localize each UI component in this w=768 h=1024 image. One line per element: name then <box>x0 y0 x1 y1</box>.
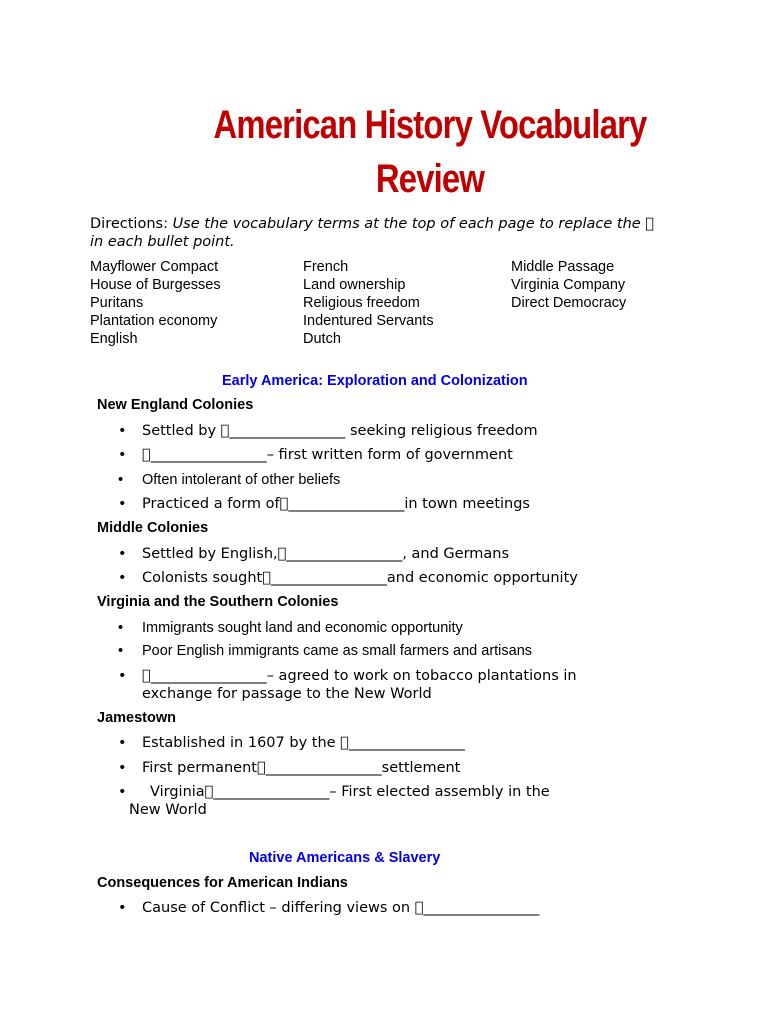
vocab-term: Indentured Servants <box>303 313 434 329</box>
page-title <box>200 98 659 206</box>
bullet-text-continued: exchange for passage to the New World <box>142 686 432 702</box>
vocab-term: House of Burgesses <box>90 277 221 293</box>
bullet-dot: • <box>118 735 127 751</box>
bullet-dot: • <box>118 620 124 636</box>
vocab-term: Middle Passage <box>511 259 615 275</box>
vocab-term: Land ownership <box>303 277 406 293</box>
bullet-text: First permanent ________________settlement <box>142 760 461 776</box>
bullet-text: Practiced a form of ________________in town meetings <box>142 496 530 512</box>
heading-jamestown: Jamestown <box>97 710 176 726</box>
title-line-2: Review <box>375 157 485 201</box>
bullet-text: Often intolerant of other beliefs <box>142 472 341 488</box>
bullet-text-continued: New World <box>129 802 207 818</box>
bullet-dot: • <box>118 900 127 916</box>
directions-text-line-1: Use the vocabulary terms at the top of each page to replace the   <box>172 216 655 232</box>
title-line-1: American History Vocabulary <box>213 103 647 147</box>
bullet-text: Colonists sought ________________and economic opportunity <box>142 570 578 586</box>
vocab-term: Direct Democracy <box>511 295 627 311</box>
bullet-dot: • <box>118 546 127 562</box>
bullet-dot: • <box>118 496 127 512</box>
vocab-column-2 <box>303 258 434 348</box>
bullet-text: Poor English immigrants came as small farmers and artisans <box>142 643 533 659</box>
vocab-term: Plantation economy <box>90 313 218 329</box>
bullet-text:  ________________– agreed to work on tobacco plantations in <box>142 668 577 684</box>
directions-colon: : <box>163 216 168 232</box>
bullet-text: Immigrants sought land and economic opportunity <box>142 620 463 636</box>
heading-middle-colonies: Middle Colonies <box>97 520 209 536</box>
section-title-early-america: Early America: Exploration and Colonization <box>222 373 528 389</box>
vocab-column-1 <box>90 258 221 348</box>
vocab-term: Virginia Company <box>511 277 626 293</box>
bullet-text: Established in 1607 by the  ________________ <box>142 735 465 751</box>
bullet-text:  ________________– first written form of government <box>142 447 513 463</box>
bullet-text: Cause of Conflict – differing views on  ________________ <box>142 900 540 916</box>
bullet-text: Settled by English, ________________, and Germans <box>142 546 510 562</box>
vocab-term: Puritans <box>90 295 144 311</box>
bullet-dot: • <box>118 570 127 586</box>
bullet-dot: • <box>118 643 124 659</box>
heading-virginia-southern: Virginia and the Southern Colonies <box>97 594 339 610</box>
bullet-text: Virginia ________________– First elected assembly in the <box>150 784 550 800</box>
section-title-native-americans: Native Americans & Slavery <box>249 850 441 866</box>
directions-text-line-2: in each bullet point. <box>90 234 235 250</box>
vocab-column-3 <box>511 258 626 312</box>
bullet-text: Settled by  ________________ seeking religious freedom <box>142 423 538 439</box>
directions <box>90 215 690 251</box>
vocab-term: Dutch <box>303 331 341 347</box>
vocab-term: French <box>303 259 349 275</box>
heading-consequences: Consequences for American Indians <box>97 875 348 891</box>
bullet-dot: • <box>118 472 124 488</box>
vocab-term: English <box>90 331 138 347</box>
bullet-dot: • <box>118 447 127 463</box>
bullet-dot: • <box>118 668 127 684</box>
bullet-dot: • <box>118 423 127 439</box>
bullet-dot: • <box>118 784 127 800</box>
vocab-term: Mayflower Compact <box>90 259 219 275</box>
bullet-dot: • <box>118 760 127 776</box>
vocab-term: Religious freedom <box>303 295 420 311</box>
heading-new-england: New England Colonies <box>97 397 254 413</box>
directions-label: Directions <box>90 216 164 232</box>
